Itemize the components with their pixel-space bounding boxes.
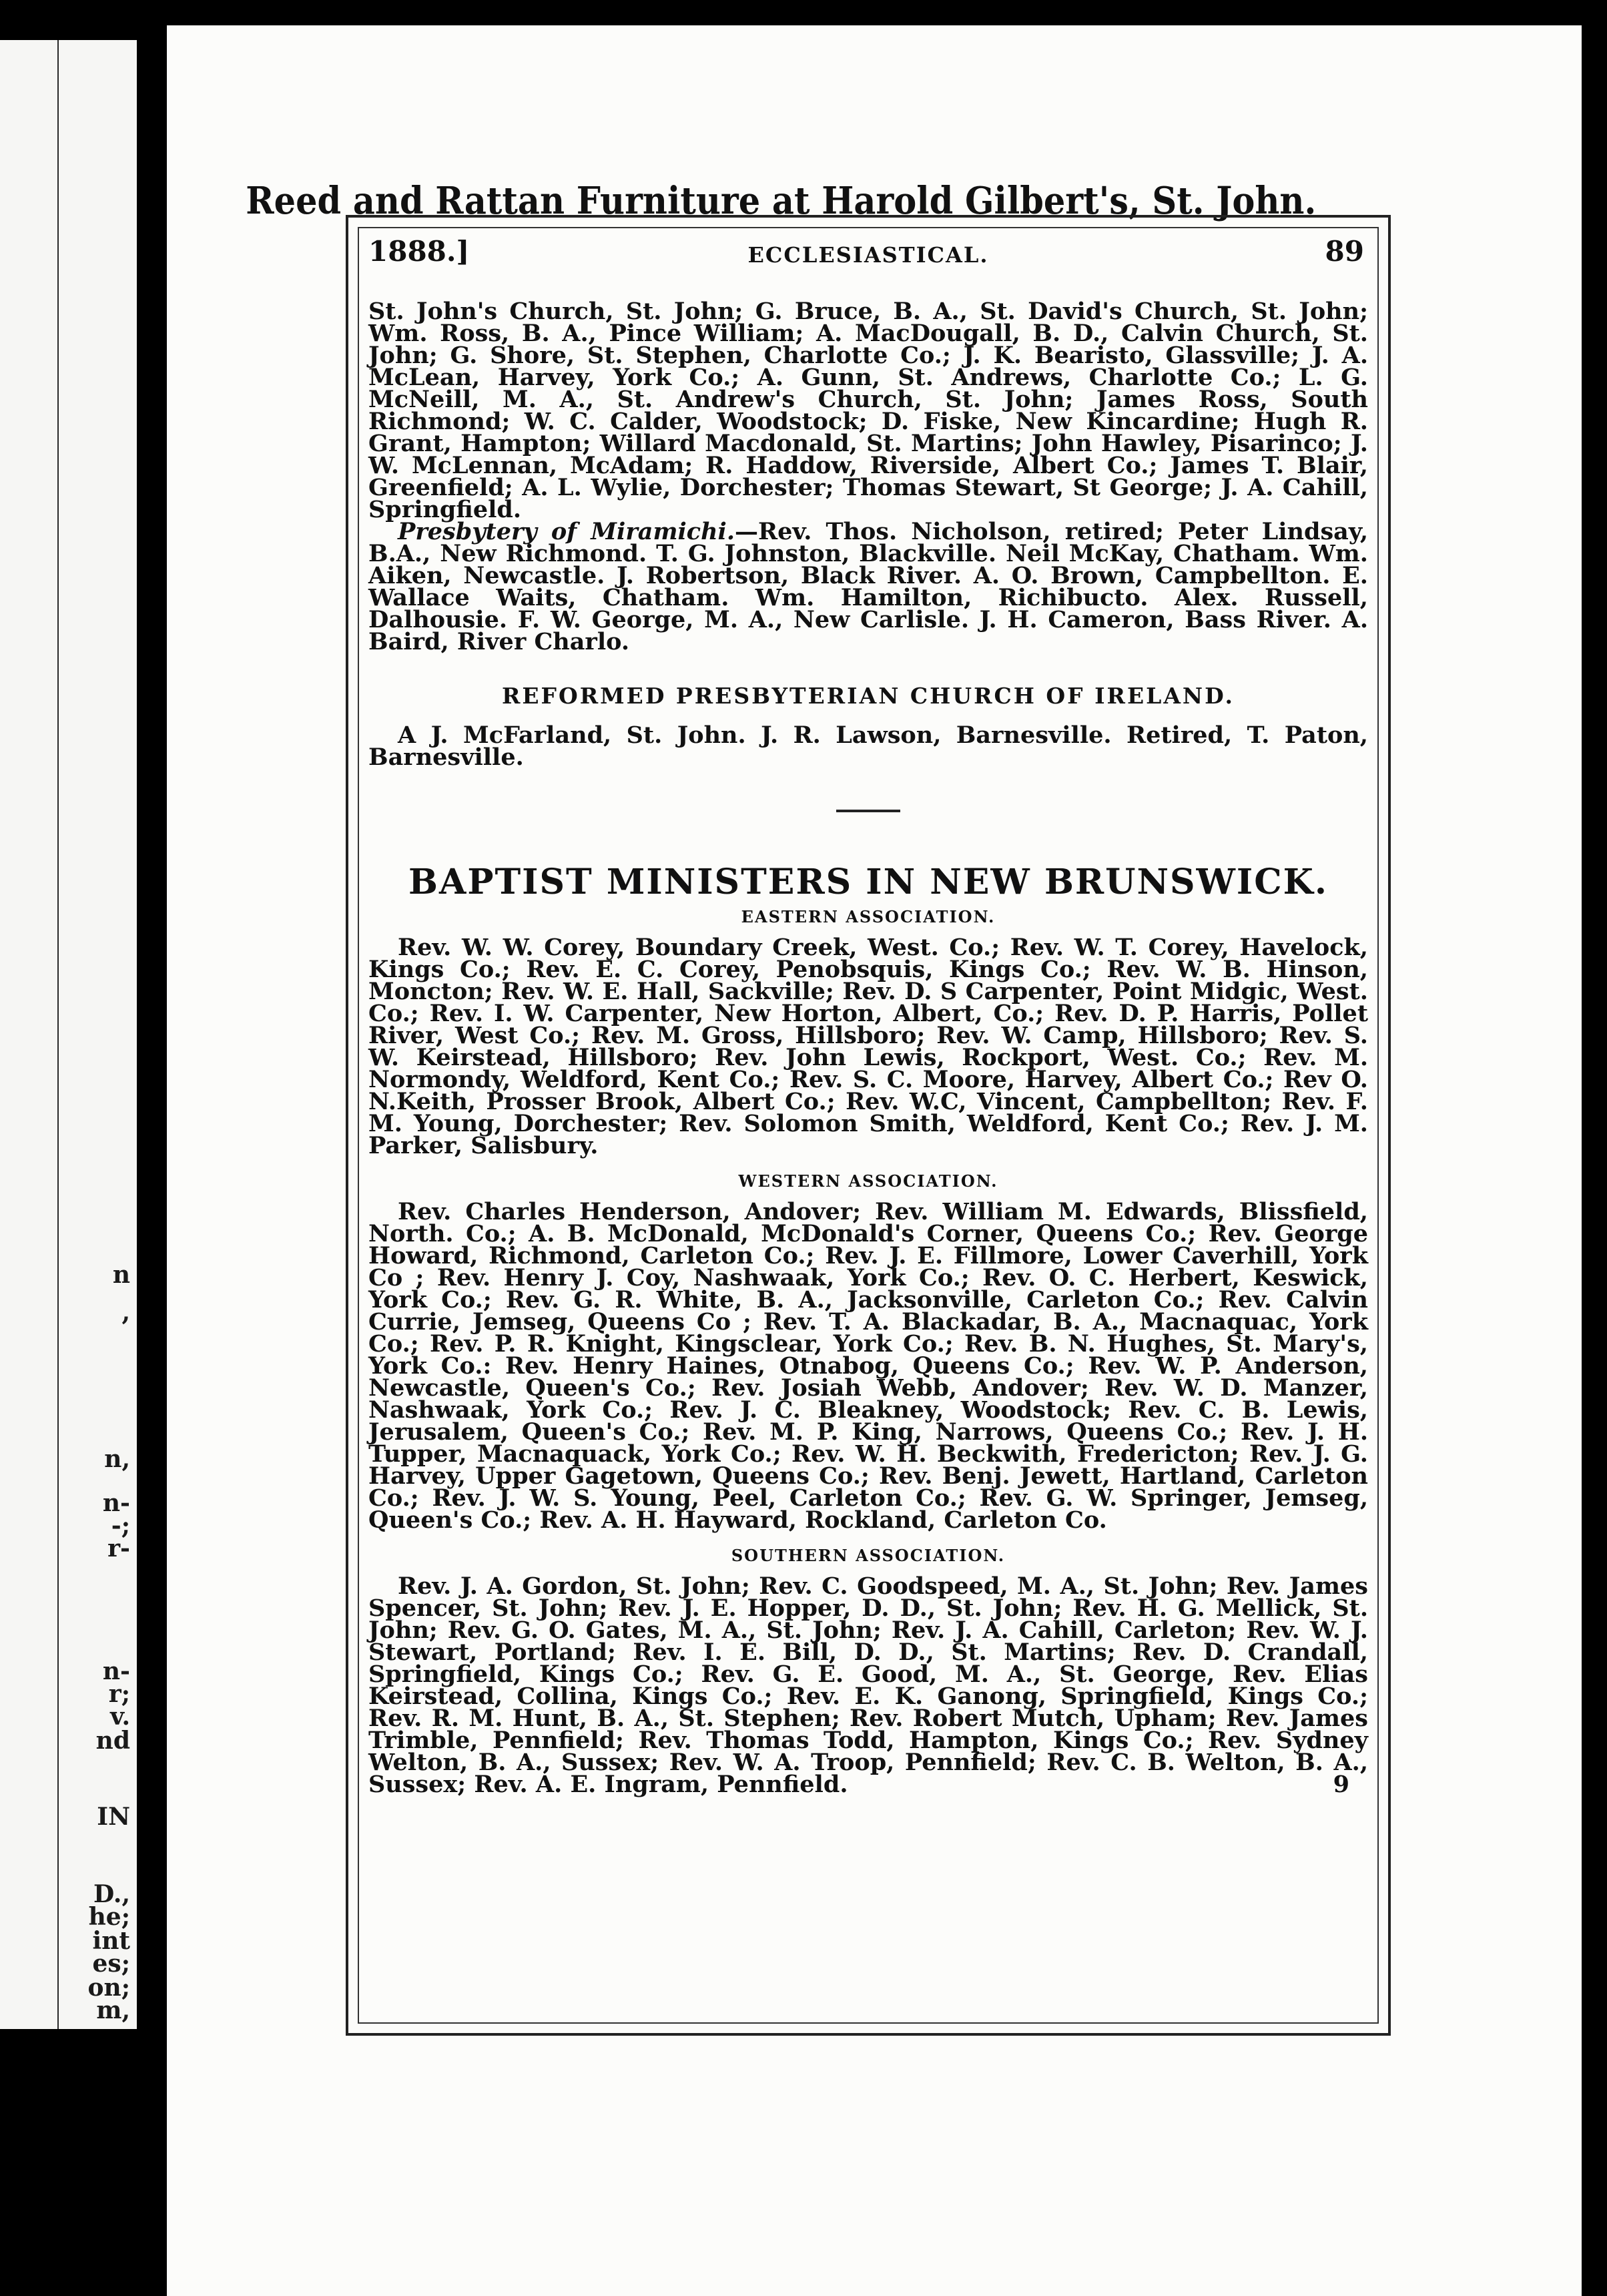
adjacent-page-margin-rule [57, 40, 59, 2029]
western-association-list: Rev. Charles Henderson, Andover; Rev. William M. Edwards, Blissfield, North. Co.; A. B. McDonald, McDonald's Corner, Queens Co.; Rev. George Howard, Richmond, Carleton Co.; Rev. J. E. Fillmore, Lower Caverhill, York Co ; Rev. Henry J. Coy, Nashwaak, York Co.; Rev. O. C. Herbert, Keswick, York Co.; Rev. G. R. White, B. A., Jacksonville, Carleton Co.; Rev. Calvin Currie, Jemseg, Queens Co ; Rev. T. A. Blackadar, B. A., Macnaquac, York Co.; Rev. P. R. Knight, Kingsclear, York Co.; Rev. B. N. Hughes, St. Mary's, York Co.: Rev. Henry Haines, Otnabog, Queens Co.; Rev. W. P. Anderson, Newcastle, Queen's Co.; Rev. Josiah Webb, Andover; Rev. W. D. Manzer, Nashwaak, York Co.; Rev. J. C. Bleakney, Woodstock; Rev. C. B. Lewis, Jerusalem, Queen's Co.; Rev. M. P. King, Narrows, Queens Co.; Rev. J. H. Tupper, Macnaquack, York Co.; Rev. W. H. Beckwith, Fredericton; Rev. J. G. Harvey, Upper Gagetown, Queens Co.; Rev. Benj. Jewett, Hartland, Carleton Co.; Rev. J. W. S. Young, Peel, Carleton Co.; Rev. G. W. Springer, Jemseg, Queen's Co.; Rev. A. H. Hayward, Rockland, Carleton Co. [368, 1198, 1368, 1534]
fragment: m, [96, 1996, 130, 2024]
fragment: nd [95, 1727, 130, 1755]
fragment: n- [102, 1489, 130, 1517]
southern-association-heading: SOUTHERN ASSOCIATION. [731, 1546, 1006, 1565]
fragment: -; [111, 1512, 130, 1540]
signature-mark: 9 [1333, 1771, 1349, 1798]
adjacent-page-fragment [0, 40, 137, 2029]
fragment: on; [87, 1974, 130, 2002]
southern-association-list [368, 1572, 1368, 1798]
fragment: es; [92, 1950, 130, 1978]
fragment: r; [108, 1680, 130, 1708]
advertisement-banner: Reed and Rattan Furniture at Harold Gilbert's, St. John. [246, 179, 1317, 223]
running-header [368, 235, 1368, 280]
fragment: IN [97, 1803, 130, 1831]
fragment: n, [104, 1445, 130, 1473]
fragment: he; [88, 1903, 130, 1931]
eastern-association-list: Rev. W. W. Corey, Boundary Creek, West. Co.; Rev. W. T. Corey, Havelock, Kings Co.; Rev. E. C. Corey, Penobsquis, Kings Co.; Rev. W. B. Hinson, Moncton; Rev. W. E. Hall, Sackville; Rev. D. S Carpenter, Point Midgic, West. Co.; Rev. I. W. Carpenter, New Horton, Albert, Co.; Rev. D. P. Harris, Pollet River, West Co.; Rev. M. Gross, Hillsboro; Rev. W. Camp, Hillsboro; Rev. S. W. Keirstead, Hillsboro; Rev. John Lewis, Rockport, West. Co.; Rev. M. Normondy, Weldford, Kent Co.; Rev. S. C. Moore, Harvey, Albert Co.; Rev O. N.Keith, Prosser Brook, Albert Co.; Rev. W.C, Vincent, Campbellton; Rev. F. M. Young, Dorchester; Rev. Solomon Smith, Weldford, Kent Co.; Rev. J. M. Parker, Salisbury. [368, 934, 1368, 1159]
fragment: , [121, 1298, 130, 1326]
header-year: 1888.] [368, 235, 470, 268]
header-section: ECCLESIASTICAL. [747, 242, 989, 268]
fragment: n [112, 1261, 130, 1289]
reformed-list: A J. McFarland, St. John. J. R. Lawson, Barnesville. Retired, T. Paton, Barnesville. [368, 722, 1368, 771]
baptist-heading: BAPTIST MINISTERS IN NEW BRUNSWICK. [408, 862, 1328, 902]
fragment: int [92, 1927, 130, 1955]
fragment: r- [107, 1534, 130, 1562]
presbytery-st-john-list: St. John's Church, St. John; G. Bruce, B. A., St. David's Church, St. John; Wm. Ross, B. A., Pince William; A. MacDougall, B. D., Calvin Church, St. John; G. Shore, St. Stephen, Charlotte Co.; J. K. Bearisto, Glassville; J. A. McLean, Harvey, York Co.; A. Gunn, St. Andrews, Charlotte Co.; L. G. McNeill, M. A., St. Andrew's Church, St. John; James Ross, South Richmond; W. C. Calder, Woodstock; D. Fiske, New Kincardine; Hugh R. Grant, Hampton; Willard Macdonald, St. Martins; John Hawley, Pisarinco; J. W. McLennan, McAdam; R. Haddow, Riverside, Albert Co.; James T. Blair, Greenfield; A. L. Wylie, Dorchester; Thomas Stewart, St George; J. A. Cahill, Springfield. [368, 298, 1368, 523]
reformed-heading: REFORMED PRESBYTERIAN CHURCH OF IRELAND. [501, 683, 1235, 709]
western-association-heading: WESTERN ASSOCIATION. [738, 1171, 998, 1191]
eastern-association-heading: EASTERN ASSOCIATION. [741, 907, 996, 926]
presbytery-miramichi-text: —Rev. Thos. Nicholson, retired; Peter Lindsay, B.A., New Richmond. T. G. Johnston, Blackville. Neil McKay, Chatham. Wm. Aiken, Newcastle. J. Robertson, Black River. A. O. Brown, Campbellton. E. Wallace Waits, Chatham. Wm. Hamilton, Richibucto. Alex. Russell, Dalhousie. F. W. George, M. A., New Carlisle. J. H. Cameron, Bass River. A. Baird, River Charlo. [368, 518, 1368, 655]
fragment: D., [93, 1880, 130, 1908]
header-page-number: 89 [1325, 235, 1364, 268]
fragment: v. [110, 1703, 130, 1731]
fragment: n- [102, 1657, 130, 1685]
presbytery-miramichi-list [368, 518, 1368, 655]
section-divider [836, 810, 900, 812]
page-content [368, 235, 1368, 1798]
presbytery-miramichi-label: Presbytery of Miramichi. [398, 518, 735, 545]
southern-association-text: Rev. J. A. Gordon, St. John; Rev. C. Goodspeed, M. A., St. John; Rev. James Spencer, St. John; Rev. J. E. Hopper, D. D., St. John; Rev. H. G. Mellick, St. John; Rev. G. O. Gates, M. A., St. John; Rev. J. A. Cahill, Carleton; Rev. W. J. Stewart, Portland; Rev. I. E. Bill, D. D., St. Martins; Rev. D. Crandall, Springfield, Kings Co.; Rev. G. E. Good, M. A., St. George, Rev. Elias Keirstead, Collina, Kings Co.; Rev. E. K. Ganong, Springfield, Kings Co.; Rev. R. M. Hunt, B. A., St. Stephen; Rev. Robert Mutch, Upham; Rev. James Trimble, Pennfield; Rev. Thomas Todd, Hampton, Kings Co.; Rev. Sydney Welton, B. A., Sussex; Rev. W. A. Troop, Pennfield; Rev. C. B. Welton, B. A., Sussex; Rev. A. E. Ingram, Pennfield. [368, 1572, 1368, 1798]
